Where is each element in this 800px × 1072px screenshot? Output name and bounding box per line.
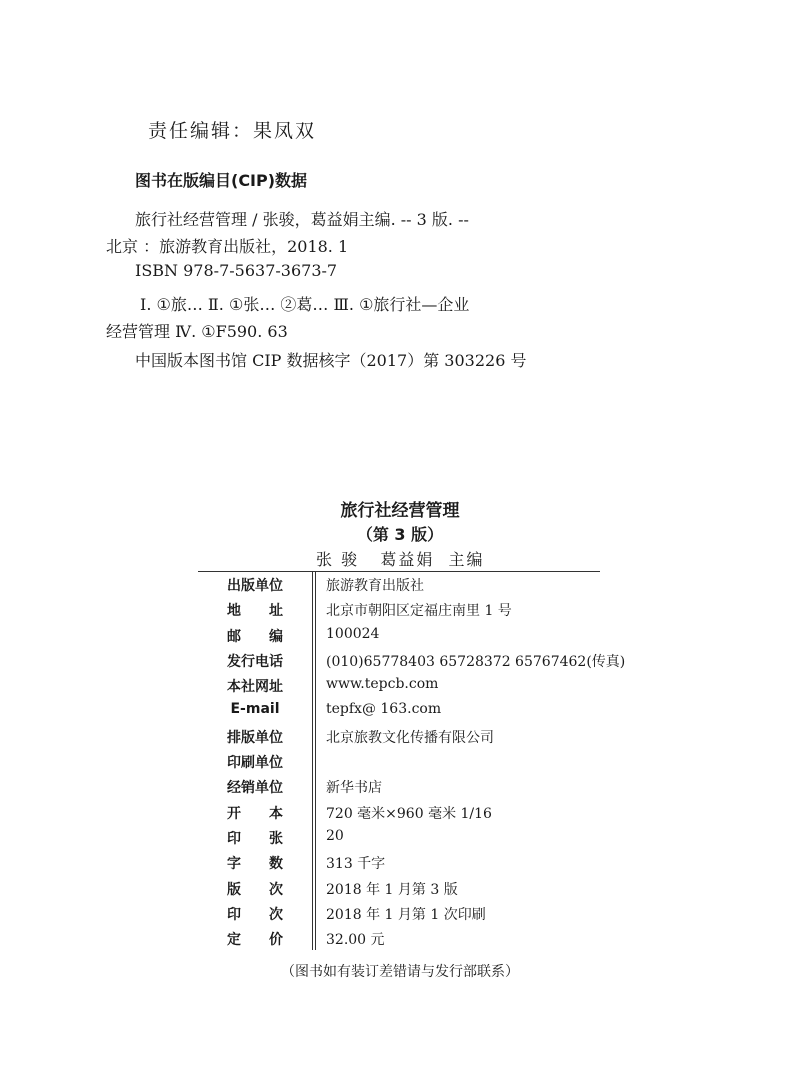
cip-line-isbn: ISBN 978-7-5637-3673-7 [135,261,338,280]
info-value: (010)65778403 65728372 65767462(传真) [326,653,626,670]
info-label: 出版单位 [227,578,283,594]
author-name: 葛益娟 [380,550,435,569]
info-value: 旅游教育出版社 [326,578,424,594]
info-value: 20 [326,827,344,844]
info-label: 印 张 [227,830,283,847]
info-label: 经销单位 [227,780,283,797]
info-row [198,751,600,776]
info-label: 开 本 [227,805,283,822]
book-authors [316,547,485,570]
info-row [198,878,600,903]
info-label: 印刷单位 [227,755,283,772]
info-row [198,827,600,852]
info-value: 北京旅教文化传播有限公司 [326,729,494,746]
info-row [198,928,600,953]
cip-line-record-number: 中国版本图书馆 CIP 数据核字（2017）第 303226 号 [135,351,527,370]
info-value: 313 千字 [326,856,386,873]
info-row [198,852,600,877]
publication-info-table [198,574,626,953]
info-value: 新华书店 [326,780,382,797]
info-value: www.tepcb.com [326,676,439,693]
info-row [198,675,600,700]
info-value: 2018 年 1 月第 3 版 [326,881,458,898]
info-row [198,903,600,928]
cip-line-publisher: 北京 ：旅游教育出版社，2018. 1 [106,237,349,256]
info-label: 发行电话 [227,653,283,670]
info-label: 印 次 [227,906,283,923]
info-label: 地 址 [227,603,283,620]
author-role: 主编 [448,550,485,569]
cip-line-classification: 经营管理 Ⅳ. ①F590. 63 [106,322,288,341]
author-name: 张 骏 [316,550,360,569]
info-value: tepfx@ 163.com [326,701,442,718]
info-label: 定 价 [227,932,283,949]
info-value: 32.00 元 [326,932,385,949]
info-label: 邮 编 [227,628,283,645]
info-value: 北京市朝阳区定福庄南里 1 号 [326,603,512,620]
info-value: 100024 [326,625,380,642]
info-label: 本社网址 [227,679,283,696]
book-title: 旅行社经营管理 [340,501,460,521]
info-row [198,726,600,751]
cip-heading: 图书在版编目(CIP)数据 [135,171,308,190]
info-row [198,802,600,827]
cip-line-title: 旅行社经营管理 / 张骏，葛益娟主编. -- 3 版. -- [135,210,469,229]
info-label: E-mail [230,701,280,718]
info-row [198,574,600,599]
info-label: 字 数 [227,856,283,873]
cip-line-subjects: Ⅰ. ①旅… Ⅱ. ①张… ②葛… Ⅲ. ①旅行社—企业 [140,295,470,314]
book-edition: （第 3 版） [356,525,444,544]
info-row [198,700,600,725]
info-value: 2018 年 1 月第 1 次印刷 [326,906,486,923]
info-row [198,625,600,650]
info-value: 720 毫米×960 毫米 1/16 [326,805,492,822]
info-label: 版 次 [227,881,283,898]
info-row [198,776,600,801]
editor-credit: 责任编辑：果凤双 [148,120,317,142]
info-label: 排版单位 [227,729,283,746]
table-top-rule [198,571,600,572]
binding-error-note: （图书如有装订差错请与发行部联系） [281,964,519,980]
info-row [198,650,626,675]
info-row [198,599,600,624]
